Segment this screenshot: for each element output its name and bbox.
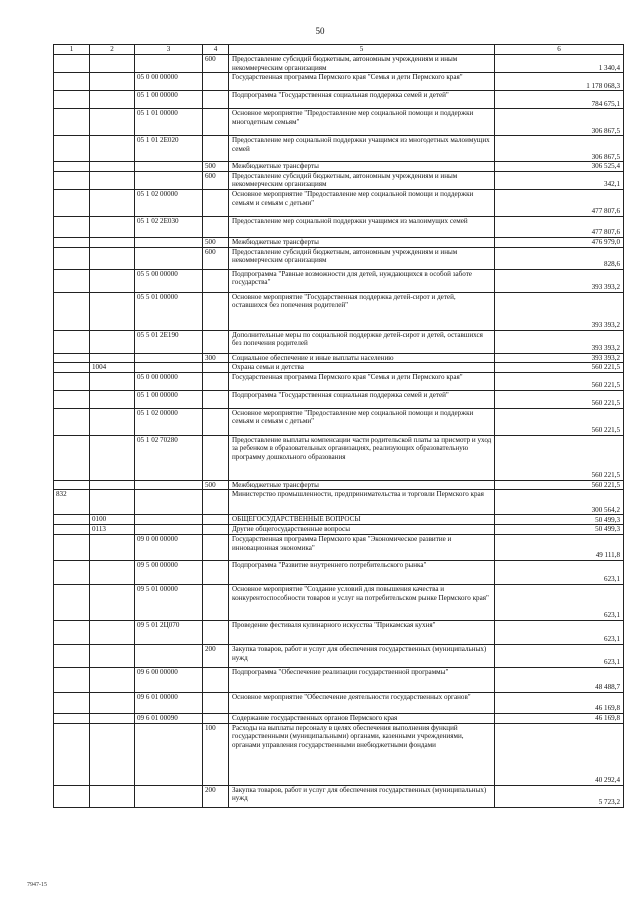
description-cell: Дополнительные меры по социальной поддержке детей-сирот и детей, оставшихся без попечения родителей [229, 330, 495, 353]
table-row [54, 785, 624, 807]
ministry-code-cell [54, 644, 90, 667]
amount-cell: 560 221,5 [495, 372, 624, 390]
section-code-cell [90, 435, 135, 480]
ministry-code-cell [54, 247, 90, 269]
expense-type-cell [203, 534, 229, 560]
ministry-code-cell [54, 620, 90, 644]
target-article-cell [135, 247, 203, 269]
header-cell-1: 1 [54, 45, 90, 55]
table-row [54, 667, 624, 692]
description-cell: Межбюджетные трансферты [229, 237, 495, 247]
amount-cell: 48 488,7 [495, 667, 624, 692]
section-code-cell [90, 390, 135, 408]
expense-type-cell [203, 292, 229, 330]
amount-cell: 623,1 [495, 644, 624, 667]
ministry-code-cell [54, 408, 90, 435]
table-row [54, 408, 624, 435]
table-row [54, 372, 624, 390]
table-row [54, 292, 624, 330]
description-cell: Основное мероприятие "Государственная поддержка детей-сирот и детей, оставшихся без попечения родителей" [229, 292, 495, 330]
expense-type-cell [203, 109, 229, 136]
amount-cell: 828,6 [495, 247, 624, 269]
page-number: 50 [315, 26, 325, 36]
table-row [54, 109, 624, 136]
expense-type-cell: 600 [203, 247, 229, 269]
section-code-cell: 0100 [90, 515, 135, 525]
ministry-code-cell [54, 269, 90, 292]
target-article-cell [135, 363, 203, 373]
table-row [54, 490, 624, 515]
amount-cell: 784 675,1 [495, 91, 624, 109]
target-article-cell [135, 785, 203, 807]
ministry-code-cell [54, 330, 90, 353]
section-code-cell [90, 292, 135, 330]
amount-cell: 623,1 [495, 584, 624, 620]
target-article-cell [135, 525, 203, 535]
amount-cell: 5 723,2 [495, 785, 624, 807]
target-article-cell: 09 6 00 00000 [135, 667, 203, 692]
amount-cell: 560 221,5 [495, 480, 624, 490]
target-article-cell: 05 1 00 00000 [135, 91, 203, 109]
expense-type-cell [203, 189, 229, 216]
ministry-code-cell [54, 136, 90, 162]
ministry-code-cell [54, 292, 90, 330]
target-article-cell: 09 0 00 00000 [135, 534, 203, 560]
expense-type-cell [203, 330, 229, 353]
ministry-code-cell [54, 692, 90, 713]
table-row [54, 247, 624, 269]
expense-type-cell [203, 73, 229, 91]
amount-cell: 50 499,3 [495, 515, 624, 525]
expense-type-cell: 200 [203, 644, 229, 667]
table-row [54, 162, 624, 172]
footer-code: 7947-15 [27, 882, 47, 888]
target-article-cell [135, 490, 203, 515]
amount-cell: 306 867,5 [495, 136, 624, 162]
amount-cell: 623,1 [495, 620, 624, 644]
amount-cell: 300 564,2 [495, 490, 624, 515]
table-row [54, 515, 624, 525]
amount-cell: 393 393,2 [495, 330, 624, 353]
description-cell: Предоставление мер социальной поддержки учащимся из многодетных малоимущих семей [229, 136, 495, 162]
expense-type-cell: 600 [203, 55, 229, 73]
amount-cell: 342,1 [495, 171, 624, 189]
description-cell: Предоставление субсидий бюджетным, автономным учреждениям и иным некоммерческим организациям [229, 171, 495, 189]
section-code-cell [90, 162, 135, 172]
table-row [54, 560, 624, 584]
expense-type-cell [203, 408, 229, 435]
section-code-cell [90, 408, 135, 435]
ministry-code-cell [54, 171, 90, 189]
amount-cell: 477 807,6 [495, 216, 624, 237]
amount-cell: 49 111,8 [495, 534, 624, 560]
section-code-cell [90, 692, 135, 713]
target-article-cell: 09 5 01 2Ц070 [135, 620, 203, 644]
description-cell: Содержание государственных органов Пермского края [229, 713, 495, 723]
target-article-cell: 09 5 00 00000 [135, 560, 203, 584]
amount-cell: 46 169,8 [495, 692, 624, 713]
expense-type-cell [203, 692, 229, 713]
amount-cell: 477 807,6 [495, 189, 624, 216]
table-row [54, 692, 624, 713]
ministry-code-cell [54, 584, 90, 620]
expense-type-cell [203, 525, 229, 535]
expense-type-cell [203, 136, 229, 162]
amount-cell: 560 221,5 [495, 408, 624, 435]
section-code-cell [90, 237, 135, 247]
target-article-cell: 09 6 01 00000 [135, 692, 203, 713]
target-article-cell: 05 1 01 00000 [135, 109, 203, 136]
amount-cell: 560 221,5 [495, 435, 624, 480]
expense-type-cell: 100 [203, 723, 229, 785]
target-article-cell [135, 723, 203, 785]
ministry-code-cell [54, 667, 90, 692]
ministry-code-cell [54, 480, 90, 490]
description-cell: Предоставление выплаты компенсации части родительской платы за присмотр и уход за ребенком в образовательных организациях, реализующих образовательную программу дошкольного образования [229, 435, 495, 480]
table-row [54, 390, 624, 408]
ministry-code-cell [54, 237, 90, 247]
description-cell: Государственная программа Пермского края "Экономическое развитие и инновационная экономика" [229, 534, 495, 560]
expense-type-cell [203, 390, 229, 408]
expense-type-cell [203, 372, 229, 390]
table-row [54, 713, 624, 723]
target-article-cell: 05 5 00 00000 [135, 269, 203, 292]
amount-cell: 1 178 068,3 [495, 73, 624, 91]
description-cell: Межбюджетные трансферты [229, 162, 495, 172]
description-cell: Проведение фестиваля кулинарного искусства "Прикамская кухня" [229, 620, 495, 644]
target-article-cell: 09 6 01 00090 [135, 713, 203, 723]
section-code-cell [90, 216, 135, 237]
description-cell: Государственная программа Пермского края "Семья и дети Пермского края" [229, 73, 495, 91]
ministry-code-cell [54, 162, 90, 172]
header-cell-3: 3 [135, 45, 203, 55]
description-cell: Закупка товаров, работ и услуг для обеспечения государственных (муниципальных) нужд [229, 644, 495, 667]
target-article-cell [135, 55, 203, 73]
amount-cell: 46 169,8 [495, 713, 624, 723]
section-code-cell [90, 620, 135, 644]
section-code-cell [90, 330, 135, 353]
section-code-cell [90, 269, 135, 292]
expense-type-cell [203, 713, 229, 723]
table-row [54, 620, 624, 644]
target-article-cell: 05 1 02 00000 [135, 189, 203, 216]
target-article-cell [135, 162, 203, 172]
description-cell: Предоставление субсидий бюджетным, автономным учреждениям и иным некоммерческим организациям [229, 55, 495, 73]
target-article-cell: 05 1 02 70280 [135, 435, 203, 480]
expense-type-cell [203, 560, 229, 584]
target-article-cell: 09 5 01 00000 [135, 584, 203, 620]
table-row [54, 55, 624, 73]
table-row [54, 435, 624, 480]
expense-type-cell: 500 [203, 162, 229, 172]
target-article-cell: 05 1 02 00000 [135, 408, 203, 435]
section-code-cell [90, 189, 135, 216]
amount-cell: 306 867,5 [495, 109, 624, 136]
ministry-code-cell [54, 525, 90, 535]
ministry-code-cell [54, 435, 90, 480]
table-row [54, 189, 624, 216]
section-code-cell: 0113 [90, 525, 135, 535]
expense-type-cell [203, 667, 229, 692]
target-article-cell: 05 1 01 2Е020 [135, 136, 203, 162]
expense-type-cell [203, 91, 229, 109]
table-row [54, 91, 624, 109]
description-cell: Социальное обеспечение и иные выплаты населению [229, 353, 495, 363]
table-row [54, 525, 624, 535]
target-article-cell: 05 1 02 2Е030 [135, 216, 203, 237]
description-cell: Предоставление субсидий бюджетным, автономным учреждениям и иным некоммерческим организациям [229, 247, 495, 269]
amount-cell: 560 221,5 [495, 363, 624, 373]
description-cell: Расходы на выплаты персоналу в целях обеспечения выполнения функций государственными (муниципальными) органами, казенными учреждениями, органами управления государственными внебюджетными фондами [229, 723, 495, 785]
description-cell: Подпрограмма "Государственная социальная поддержка семей и детей" [229, 390, 495, 408]
description-cell: Основное мероприятие "Создание условий для повышения качества и конкурентоспособности товаров и услуг на потребительском рынке Пермского края" [229, 584, 495, 620]
target-article-cell: 05 5 01 2Е190 [135, 330, 203, 353]
section-code-cell [90, 136, 135, 162]
description-cell: Предоставление мер социальной поддержки учащимся из малоимущих семей [229, 216, 495, 237]
description-cell: Другие общегосударственные вопросы [229, 525, 495, 535]
section-code-cell [90, 785, 135, 807]
table-row [54, 216, 624, 237]
table-row [54, 363, 624, 373]
description-cell: Министерство промышленности, предпринимательства и торговли Пермского края [229, 490, 495, 515]
table-row [54, 330, 624, 353]
table-row [54, 723, 624, 785]
expense-type-cell [203, 490, 229, 515]
table-row [54, 136, 624, 162]
expense-type-cell [203, 620, 229, 644]
ministry-code-cell [54, 73, 90, 91]
table-row [54, 73, 624, 91]
table-row [54, 353, 624, 363]
description-cell: Подпрограмма "Обеспечение реализации государственной программы" [229, 667, 495, 692]
target-article-cell: 05 1 00 00000 [135, 390, 203, 408]
amount-cell: 393 393,2 [495, 292, 624, 330]
table-row [54, 584, 624, 620]
ministry-code-cell [54, 785, 90, 807]
ministry-code-cell [54, 560, 90, 584]
description-cell: Основное мероприятие "Обеспечение деятельности государственных органов" [229, 692, 495, 713]
section-code-cell [90, 644, 135, 667]
ministry-code-cell [54, 55, 90, 73]
description-cell: Основное мероприятие "Предоставление мер социальной помощи и поддержки семьям и семьям с детьми" [229, 189, 495, 216]
expense-type-cell [203, 515, 229, 525]
header-cell-5: 5 [229, 45, 495, 55]
target-article-cell [135, 480, 203, 490]
ministry-code-cell [54, 515, 90, 525]
amount-cell: 476 979,0 [495, 237, 624, 247]
description-cell: Подпрограмма "Государственная социальная поддержка семей и детей" [229, 91, 495, 109]
section-code-cell [90, 534, 135, 560]
section-code-cell: 1004 [90, 363, 135, 373]
description-cell: Государственная программа Пермского края "Семья и дети Пермского края" [229, 372, 495, 390]
target-article-cell [135, 171, 203, 189]
target-article-cell [135, 353, 203, 363]
ministry-code-cell [54, 372, 90, 390]
expense-type-cell: 600 [203, 171, 229, 189]
ministry-code-cell [54, 189, 90, 216]
ministry-code-cell [54, 109, 90, 136]
ministry-code-cell [54, 390, 90, 408]
section-code-cell [90, 55, 135, 73]
section-code-cell [90, 372, 135, 390]
section-code-cell [90, 480, 135, 490]
section-code-cell [90, 723, 135, 785]
description-cell: Подпрограмма "Равные возможности для детей, нуждающихся в особой заботе государства" [229, 269, 495, 292]
ministry-code-cell: 832 [54, 490, 90, 515]
section-code-cell [90, 713, 135, 723]
ministry-code-cell [54, 353, 90, 363]
target-article-cell: 05 0 00 00000 [135, 372, 203, 390]
section-code-cell [90, 490, 135, 515]
description-cell: Основное мероприятие "Предоставление мер социальной помощи и поддержки многодетным семьям" [229, 109, 495, 136]
section-code-cell [90, 667, 135, 692]
amount-cell: 393 393,2 [495, 353, 624, 363]
table-row [54, 644, 624, 667]
header-cell-2: 2 [90, 45, 135, 55]
expense-type-cell: 300 [203, 353, 229, 363]
table-row [54, 237, 624, 247]
target-article-cell: 05 0 00 00000 [135, 73, 203, 91]
description-cell: Закупка товаров, работ и услуг для обеспечения государственных (муниципальных) нужд [229, 785, 495, 807]
budget-table [53, 44, 624, 808]
table-row [54, 534, 624, 560]
target-article-cell [135, 515, 203, 525]
section-code-cell [90, 560, 135, 584]
target-article-cell [135, 644, 203, 667]
ministry-code-cell [54, 713, 90, 723]
ministry-code-cell [54, 363, 90, 373]
table-row [54, 480, 624, 490]
ministry-code-cell [54, 723, 90, 785]
expense-type-cell: 200 [203, 785, 229, 807]
header-cell-4: 4 [203, 45, 229, 55]
description-cell: Подпрограмма "Развитие внутреннего потребительского рынка" [229, 560, 495, 584]
section-code-cell [90, 91, 135, 109]
section-code-cell [90, 109, 135, 136]
header-cell-6: 6 [495, 45, 624, 55]
table-row [54, 269, 624, 292]
description-cell: Охрана семьи и детства [229, 363, 495, 373]
ministry-code-cell [54, 91, 90, 109]
amount-cell: 306 525,4 [495, 162, 624, 172]
target-article-cell: 05 5 01 00000 [135, 292, 203, 330]
section-code-cell [90, 353, 135, 363]
target-article-cell [135, 237, 203, 247]
amount-cell: 560 221,5 [495, 390, 624, 408]
expense-type-cell: 500 [203, 480, 229, 490]
section-code-cell [90, 584, 135, 620]
amount-cell: 50 499,3 [495, 525, 624, 535]
expense-type-cell [203, 435, 229, 480]
ministry-code-cell [54, 216, 90, 237]
expense-type-cell [203, 363, 229, 373]
amount-cell: 40 292,4 [495, 723, 624, 785]
section-code-cell [90, 247, 135, 269]
description-cell: Основное мероприятие "Предоставление мер социальной помощи и поддержки семьям и семьям с детьми" [229, 408, 495, 435]
expense-type-cell: 500 [203, 237, 229, 247]
description-cell: ОБЩЕГОСУДАРСТВЕННЫЕ ВОПРОСЫ [229, 515, 495, 525]
expense-type-cell [203, 584, 229, 620]
table-header-row [54, 45, 624, 55]
ministry-code-cell [54, 534, 90, 560]
section-code-cell [90, 171, 135, 189]
amount-cell: 393 393,2 [495, 269, 624, 292]
expense-type-cell [203, 216, 229, 237]
table-row [54, 171, 624, 189]
amount-cell: 1 340,4 [495, 55, 624, 73]
amount-cell: 623,1 [495, 560, 624, 584]
expense-type-cell [203, 269, 229, 292]
section-code-cell [90, 73, 135, 91]
description-cell: Межбюджетные трансферты [229, 480, 495, 490]
